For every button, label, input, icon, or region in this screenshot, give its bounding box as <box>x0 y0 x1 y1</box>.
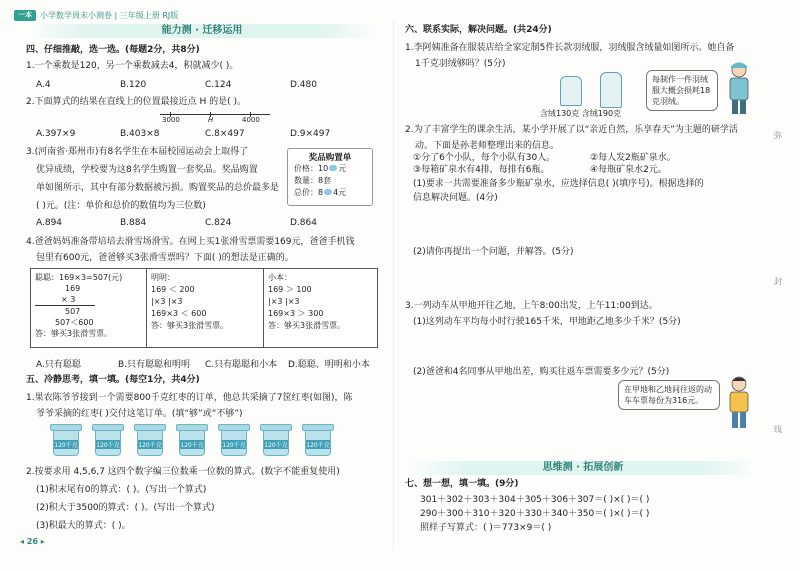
solution-xiaoben <box>268 272 345 332</box>
option-c: C.只有聪聪和小本 <box>205 360 278 370</box>
xiaoben-line2: |×3 |×3 <box>268 297 300 306</box>
award-title: 奖品购置单 <box>308 153 352 163</box>
basket-icon <box>134 424 166 456</box>
down-jacket-icon <box>560 76 582 106</box>
margin-mark-2: 封 <box>774 277 782 286</box>
basket-label: 120千克 <box>138 442 162 449</box>
option-a: A.只有聪聪 <box>36 360 81 370</box>
option-c: C.124 <box>205 80 232 90</box>
basket-icon <box>50 424 82 456</box>
equation-3: 照样子写算式：( )＝773×9＝( ) <box>420 523 552 533</box>
question-5-2: 2.按要求用 4,5,6,7 这四个数字编三位数乘一位数的算式。(数字不能重复使用) <box>26 467 340 477</box>
option-b: B.884 <box>120 218 147 228</box>
basket-label: 120千克 <box>180 442 204 449</box>
mingming-line3: 169×3 ＜ 600 <box>151 309 207 318</box>
congcong-equation: 聪聪：169×3=507(元) <box>35 273 123 282</box>
question-4-4-line1: 4.爸爸妈妈准备带培培去滑雪场滑雪。在网上买1张滑雪票需要169元，爸爸手机钱 <box>26 237 355 247</box>
solution-congcong <box>35 272 122 339</box>
number-line <box>160 112 270 126</box>
basket-icon <box>302 424 334 456</box>
option-d: D.9×497 <box>290 129 331 139</box>
equation-2: 290＋300＋310＋320＋330＋340＋350＝( )×( )＝( ) <box>420 509 650 519</box>
long-down-jacket-icon <box>600 72 622 108</box>
basket-label: 120千克 <box>306 442 330 449</box>
info-1: ①分了6个小队，每个小队有30人。 <box>413 153 556 163</box>
question-6-3-1: (1)这列动车平均每小时行驶165千米，甲地距乙地多少千米？(5分) <box>413 317 681 327</box>
question-6-2-2: (2)请你再提出一个问题，并解答。(5分) <box>413 247 574 257</box>
page-number: ◂ 26 ▸ <box>20 537 45 546</box>
basket-icon <box>260 424 292 456</box>
question-6-1-line1: 1.李阿姨准备在服装店给全家定制5件长款羽绒服，羽绒服含绒量如图所示。她自备 <box>405 43 735 53</box>
question-5-2-a: (1)积末尾有0的算式：( )。(写出一个算式) <box>36 485 207 495</box>
boy-person-icon <box>726 374 752 434</box>
option-a: A.894 <box>36 218 63 228</box>
option-c: C.824 <box>205 218 232 228</box>
header-bar <box>14 8 178 22</box>
congcong-line4: 507 <box>65 307 81 316</box>
question-6-3-2: (2)爸爸和4名同事从甲地出差，购买往返车票需要多少元？(5分) <box>413 367 670 377</box>
option-d: D.聪聪、明明和小本 <box>288 360 370 370</box>
question-4-4-line2: 包里有600元，爸爸够买3张滑雪票吗？下面( )的想法是正确的。 <box>36 253 294 263</box>
option-b: B.403×8 <box>120 129 160 139</box>
solution-mingming <box>151 272 228 332</box>
staff-person-icon <box>725 60 753 120</box>
basket-label: 120千克 <box>222 442 246 449</box>
award-quantity: 数量：8套 <box>294 176 332 185</box>
xiaoben-line1: 169 ＞ 100 <box>268 285 312 294</box>
option-d: D.864 <box>290 218 317 228</box>
congcong-line3: × 3 <box>35 294 95 306</box>
option-c: C.8×497 <box>205 129 245 139</box>
header-title: 小学数学周末小测卷 | 三年级上册 RJ版 <box>40 10 179 20</box>
question-6-2-1-line2: 信息解决问题。(4分) <box>413 193 498 203</box>
basket-label: 120千克 <box>264 442 288 449</box>
question-6-1-line2: 1千克羽绒够吗？(5分) <box>415 59 506 69</box>
question-4-2: 2.下面算式的结果在直线上的位置最接近点 H 的是( )。 <box>26 97 246 107</box>
solution-table <box>30 268 378 348</box>
option-d: D.480 <box>290 80 317 90</box>
award-total: 总价：8 <box>294 188 324 197</box>
section-7-heading: 七、想一想，填一填。(9分) <box>405 479 519 489</box>
xiaoben-answer: 答：够买3张滑雪票。 <box>268 321 346 330</box>
basket-label: 120千克 <box>96 442 120 449</box>
award-price: 价格：10 <box>294 164 329 173</box>
question-5-2-b: (2)积大于3500的算式：( )。(写出一个算式) <box>36 503 215 513</box>
option-a: A.4 <box>36 80 51 90</box>
section-4-heading: 四、仔细推敲，选一选。(每题2分，共8分) <box>26 45 200 55</box>
brand-logo: 一本 <box>14 10 36 21</box>
question-6-3: 3.一列动车从甲地开往乙地，上午8:00出发，上午11:00到达。 <box>405 301 658 311</box>
info-4: ④每瓶矿泉水2元。 <box>590 165 667 175</box>
question-6-2-line2: 动。下面是孙老师整理出来的信息。 <box>415 141 560 151</box>
basket-icon <box>92 424 124 456</box>
question-5-1-line2: 爷爷采摘的红枣( )交付这笔订单。(填“够”或“不够”) <box>36 409 243 419</box>
award-total-unit: 4元 <box>333 188 347 197</box>
info-3: ③每箱矿泉水有4排，每排有6瓶。 <box>413 165 550 175</box>
margin-mark-3: 线 <box>774 425 782 434</box>
question-4-3-line1: 3.(河南省·郑州市)有8名学生在本届校园运动会上取得了 <box>26 147 249 157</box>
column-divider <box>393 20 394 550</box>
question-4-3-line3: 单如图所示，其中有部分数据被污损。购置奖品的总价最多是 <box>36 183 280 193</box>
section-6-heading: 六、联系实际，解决问题。(共24分) <box>405 25 552 35</box>
mingming-answer: 答：够买3张滑雪票。 <box>151 321 229 330</box>
congcong-line2: 169 <box>65 284 81 293</box>
jacket-down-labels: 含绒130克 含绒190克 <box>540 109 622 118</box>
equation-1: 301＋302＋303＋304＋305＋306＋307＝( )×( )＝( ) <box>420 495 650 505</box>
option-b: B.只有聪聪和明明 <box>118 360 191 370</box>
question-6-2-1-line1: (1)要求一共需要准备多少瓶矿泉水，应选择信息( )(填序号)。根据选择的 <box>413 179 704 189</box>
mingming-line1: 169 ＜ 200 <box>151 285 195 294</box>
option-b: B.120 <box>120 80 147 90</box>
question-4-1: 1.一个乘数是120，另一个乘数减去4，积就减少( )。 <box>26 61 239 71</box>
basket-icon <box>176 424 208 456</box>
info-2: ②每人发2瓶矿泉水。 <box>590 153 676 163</box>
mingming-name: 明明： <box>151 273 175 282</box>
section-banner-thinking: 思维测 · 拓展创新 <box>403 461 763 475</box>
speech-bubble-ticket: 在甲地和乙地间往返的动车车票每份为316元。 <box>618 380 720 410</box>
congcong-line5: 507＜600 <box>55 318 94 327</box>
page-number-value: 26 <box>26 537 38 546</box>
mingming-line2: |×3 |×3 <box>151 297 183 306</box>
question-5-2-c: (3)积最大的算式：( )。 <box>36 521 131 531</box>
margin-mark-1: 弥 <box>774 131 782 140</box>
speech-bubble-loss: 每制作一件羽绒服大概会损耗18克羽绒。 <box>646 70 718 111</box>
tick-3000: 3000 <box>162 116 180 124</box>
basket-label: 120千克 <box>54 442 78 449</box>
question-4-3-line4: ( )元。(注：单价和总价的数值均为三位数) <box>36 201 206 211</box>
question-5-1-line1: 1.果农陈爷爷接到一个需要800千克红枣的订单，他总共采摘了7筐红枣(如图)，陈 <box>26 393 353 403</box>
congcong-answer: 答：够买3张滑雪票。 <box>35 329 113 338</box>
xiaoben-name: 小本： <box>268 273 292 282</box>
tick-4000: 4000 <box>242 116 260 124</box>
option-a: A.397×9 <box>36 129 76 139</box>
stain-icon <box>329 165 337 171</box>
stain-icon <box>324 189 332 195</box>
award-price-unit: 元 <box>338 164 347 173</box>
xiaoben-line3: 169×3 ＞ 300 <box>268 309 324 318</box>
question-4-3-line2: 优异成绩，学校要为这8名学生购置一套奖品。奖品购置 <box>36 165 258 175</box>
question-6-2-line1: 2.为了丰富学生的课余生活，某小学开展了以“亲近自然，乐享春天”为主题的研学活 <box>405 125 738 135</box>
section-banner-ability: 能力测 · 迁移运用 <box>22 24 382 38</box>
award-purchase-list <box>287 148 373 206</box>
basket-icon <box>218 424 250 456</box>
section-5-heading: 五、冷静思考，填一填。(每空1分，共4分) <box>26 375 200 385</box>
jujube-baskets <box>50 424 334 456</box>
tick-h: H <box>208 116 214 124</box>
